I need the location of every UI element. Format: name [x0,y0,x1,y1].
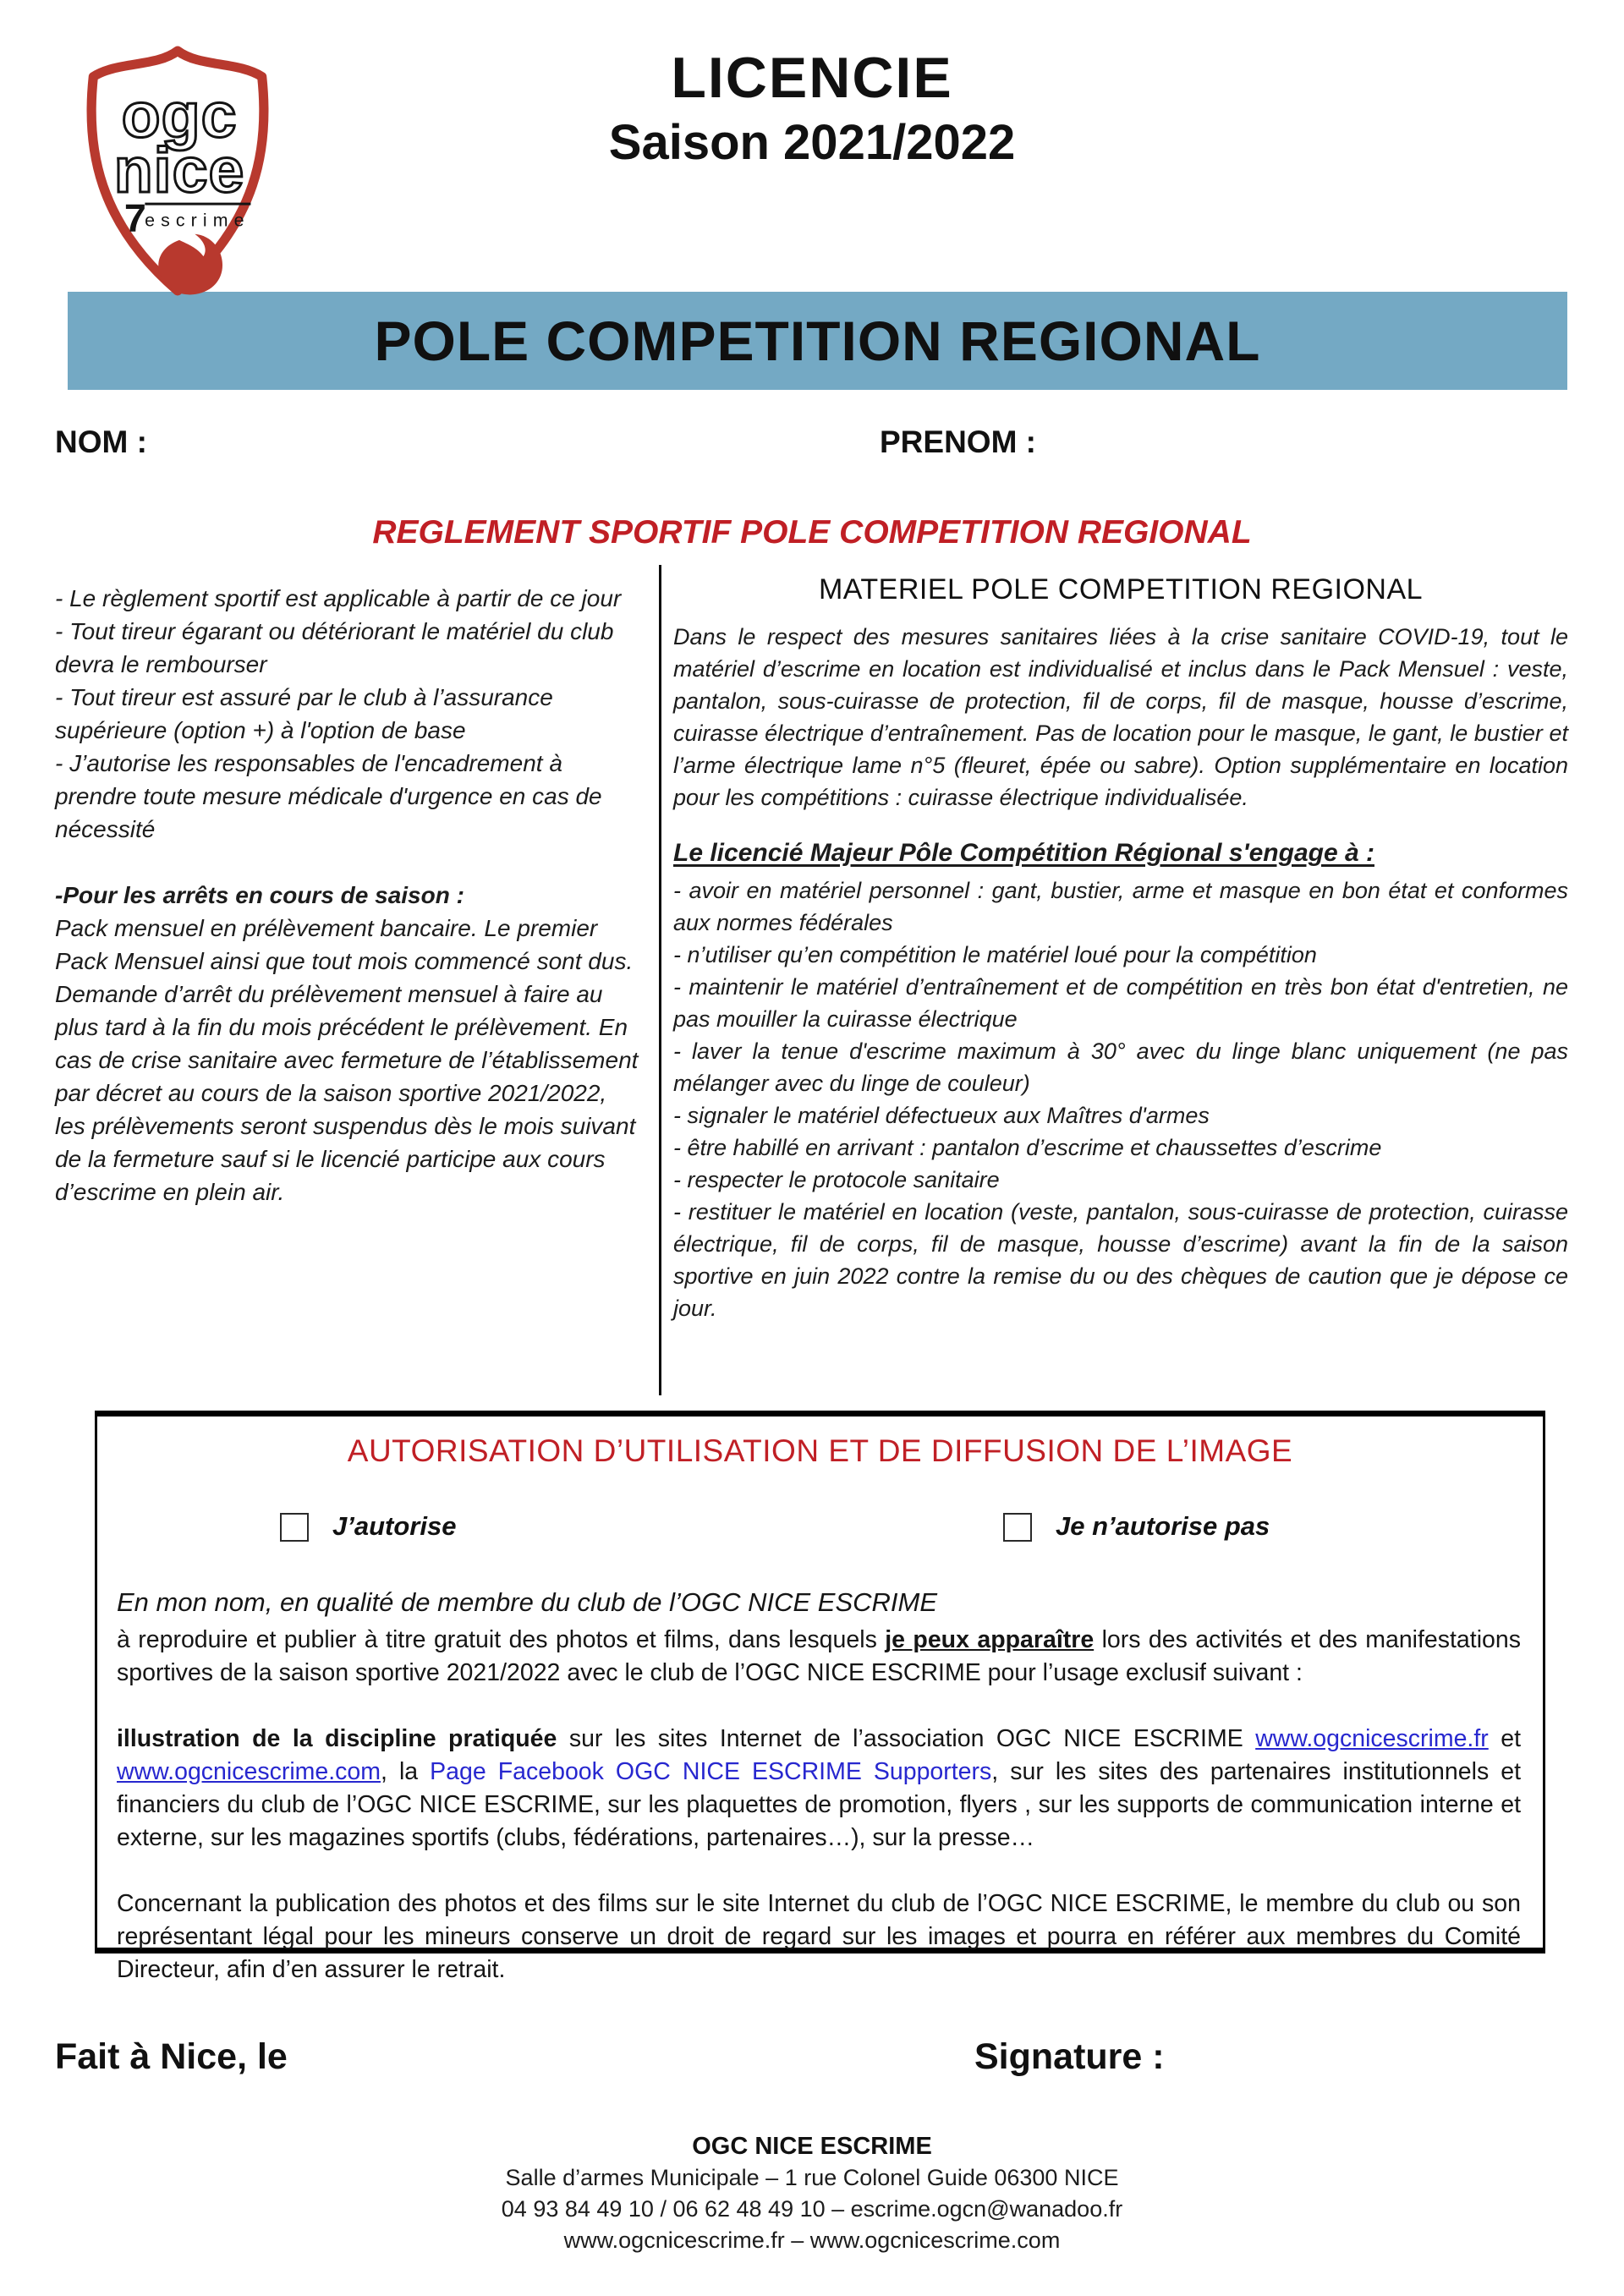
reglement-heading: REGLEMENT SPORTIF POLE COMPETITION REGIONAL [372,514,1252,551]
fait-a-nice-label: Fait à Nice, le [55,2036,288,2077]
link-ogcnicescrime-com[interactable]: www.ogcnicescrime.com [117,1758,381,1785]
footer-contact: 04 93 84 49 10 / 06 62 48 49 10 – escrime.ogcn@wanadoo.fr [501,2196,1123,2222]
image-box-heading: AUTORISATION D’UTILISATION ET DE DIFFUSION DE L’IMAGE [347,1433,1293,1468]
nom-label: NOM : [55,425,147,459]
club-shield-icon [73,44,283,298]
document-subtitle: Saison 2021/2022 [608,115,1016,170]
arrets-heading: -Pour les arrêts en cours de saison : [55,882,464,908]
materiel-column [673,573,1568,1324]
column-divider [659,565,661,1395]
image-authorization-box [95,1411,1545,1983]
engage-item: - n’utiliser qu’en compétition le matériel loué pour la compétition [673,942,1317,967]
section-banner [68,292,1567,390]
rule-item: - Tout tireur égarant ou détériorant le matériel du club devra le rembourser [55,618,614,677]
authorization-choices [97,1513,1543,1548]
image-box-body [97,1586,1543,1986]
prenom-label: PRENOM : [880,425,1036,459]
footer-address: Salle d’armes Municipale – 1 rue Colonel Guide 06300 NICE [505,2165,1119,2190]
not-authorize-checkbox[interactable] [1003,1513,1032,1542]
club-logo [73,44,283,298]
materiel-text: Dans le respect des mesures sanitaires liées à la crise sanitaire COVID-19, tout le matériel d’escrime en location est individualisé et inclus dans le Pack Mensuel : veste, pantalon, sous-cuirasse de protection, fil de corps, fil de masque, housse d’escrime, cuirasse électrique d’entraînement. Pas de location pour le masque, le gant, le bustier et l’arme électrique lame n°5 (fleuret, épée ou sabre). Option supplémentaire en location pour les compétitions : cuirasse électrique individualisée. [673,624,1568,810]
reproduire-text: lors des activités et des manifestations sportives de la saison sportive 2021/2022 avec le club de l’OGC NICE ESCRIME pour l’usage exclusif suivant : [117,1626,1521,1686]
document-title: LICENCIE [671,46,953,110]
authorize-checkbox[interactable] [280,1513,309,1542]
rules-column [55,582,641,1208]
banner-title: POLE COMPETITION REGIONAL [374,310,1261,372]
rule-item: - Le règlement sportif est applicable à partir de ce jour [55,585,622,611]
reproduire-paragraph [117,1624,1521,1690]
signature-label: Signature : [974,2036,1165,2077]
footer [0,2131,1624,2256]
authorize-label: J’autorise [332,1511,457,1541]
footer-club-name: OGC NICE ESCRIME [692,2133,932,2160]
image-box-intro: En mon nom, en qualité de membre du club de l’OGC NICE ESCRIME [117,1587,938,1617]
materiel-heading: MATERIEL POLE COMPETITION REGIONAL [818,573,1424,606]
engage-item: - avoir en matériel personnel : gant, bustier, arme et masque en bon état et conformes aux normes fédérales [673,878,1568,935]
illustration-bold-text: illustration de la discipline pratiquée [117,1725,557,1752]
logo-glyph-7: 7 [123,195,146,240]
logo-text-escrime: escrime [145,210,250,231]
illustration-paragraph [117,1723,1521,1855]
illustration-text: , sur les sites des partenaires institutionnels et financiers du club de l’OGC NICE ESCRIME, sur les plaquettes de promotion, flyers , sur les supports de communication interne et externe, sur les magazines sportifs (clubs, fédérations, partenaires…), sur la presse… [117,1758,1521,1851]
concernant-paragraph: Concernant la publication des photos et des films sur le site Internet du club de l’OGC NICE ESCRIME, le membre du club ou son représentant légal pour les mineurs conserve un droit de regard sur les images et pourra en référer aux membres du Comité Directeur, afin d’en assurer le retrait. [117,1890,1521,1983]
engage-heading: Le licencié Majeur Pôle Compétition Régional s'engage à : [673,839,1374,867]
engage-item: - respecter le protocole sanitaire [673,1167,1000,1192]
je-peux-apparaitre-underline: je peux apparaître [885,1626,1095,1653]
not-authorize-label: Je n’autorise pas [1056,1511,1270,1541]
arrets-text: Pack mensuel en prélèvement bancaire. Le premier Pack Mensuel ainsi que tout mois commencé sont dus. Demande d’arrêt du prélèvement mensuel à faire au plus tard à la fin du mois précédent le prélèvement. En cas de crise sanitaire avec fermeture de l’établissement par décret au cours de la saison sportive 2021/2022, les prélèvements seront suspendus dès le mois suivant de la fermeture sauf si le licencié participe aux cours d’escrime en plein air. [55,915,639,1205]
engage-item: - signaler le matériel défectueux aux Maîtres d'armes [673,1103,1210,1128]
illustration-text: sur les sites Internet de l’association OGC NICE ESCRIME [557,1725,1256,1752]
rule-item: - Tout tireur est assuré par le club à l’assurance supérieure (option +) à l'option de base [55,684,553,743]
illustration-text: et [1488,1725,1522,1752]
footer-websites: www.ogcnicescrime.fr – www.ogcnicescrime.com [563,2228,1061,2253]
engage-item: - être habillé en arrivant : pantalon d’escrime et chaussettes d’escrime [673,1135,1382,1160]
engage-item: - restituer le matériel en location (veste, pantalon, sous-cuirasse de protection, cuirasse électrique, fil de corps, fil de masque, housse d’escrime) avant la fin de la saison sportive en juin 2022 contre la remise du ou des chèques de caution que je dépose ce jour. [673,1199,1568,1321]
link-facebook-page[interactable]: Page Facebook OGC NICE ESCRIME Supporters [430,1758,992,1785]
reproduire-text: à reproduire et publier à titre gratuit des photos et films, dans lesquels [117,1626,886,1653]
logo-text-nice: nice [113,134,245,205]
engage-item: - laver la tenue d'escrime maximum à 30° avec du linge blanc uniquement (ne pas mélanger avec du linge de couleur) [673,1038,1568,1096]
engage-item: - maintenir le matériel d’entraînement et de compétition en très bon état d'entretien, ne pas mouiller la cuirasse électrique [673,974,1568,1032]
rule-item: - J’autorise les responsables de l'encadrement à prendre toute mesure médicale d'urgence en cas de nécessité [55,750,602,842]
illustration-text: , la [381,1758,431,1785]
link-ogcnicescrime-fr[interactable]: www.ogcnicescrime.fr [1255,1725,1489,1752]
logo-text-ogc: ogc [121,79,238,151]
